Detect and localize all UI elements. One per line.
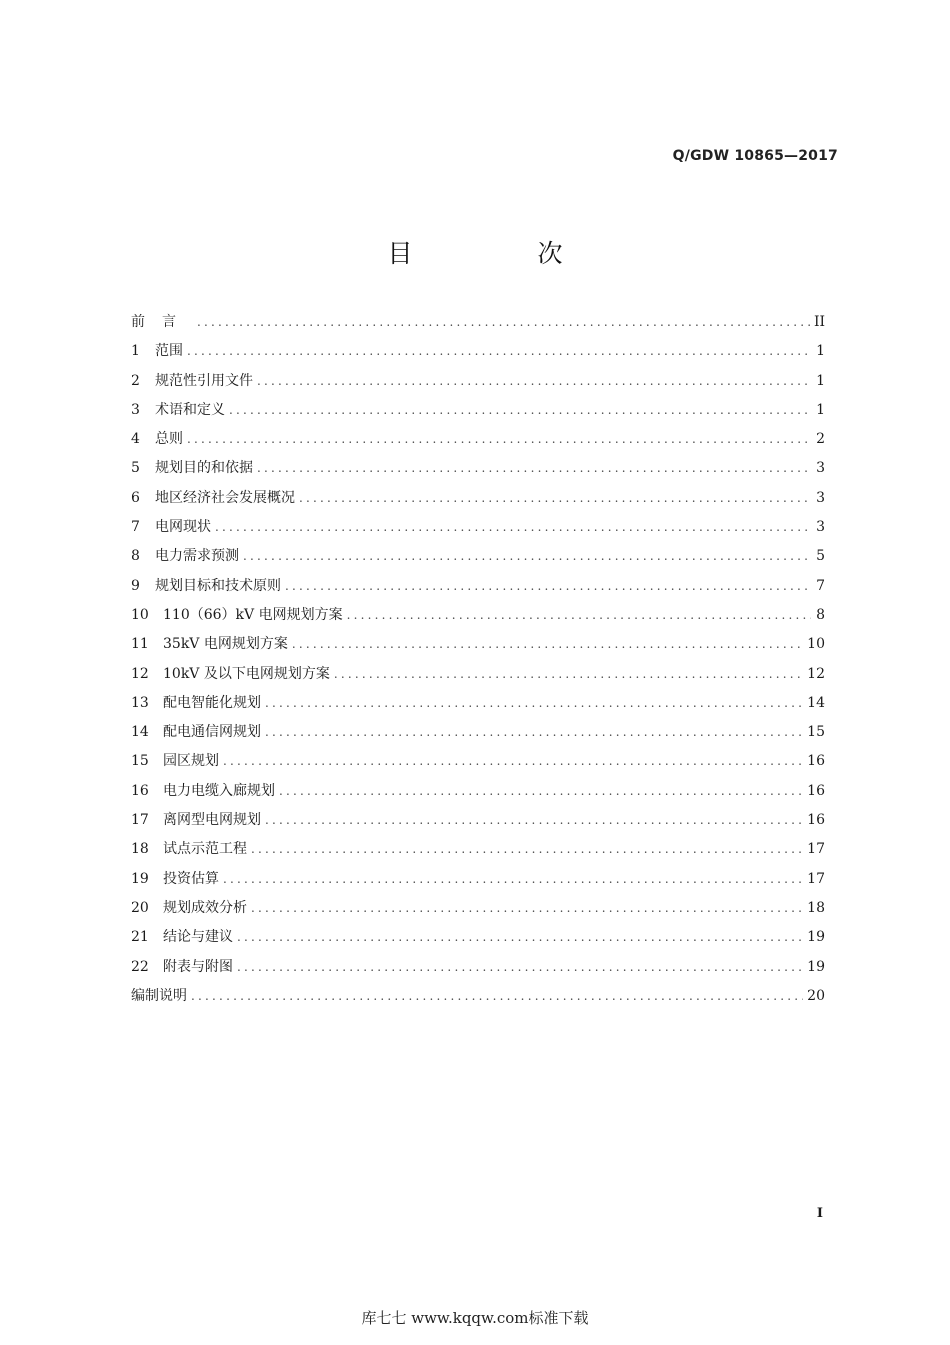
- toc-entry-number: 19: [131, 870, 149, 887]
- toc-entry-page: 10: [807, 636, 825, 653]
- toc-entry-label: 110（66）kV 电网规划方案: [163, 606, 343, 623]
- toc-dot-leader: [334, 660, 803, 689]
- toc-entry[interactable]: [131, 982, 825, 1011]
- toc-entry-label: 配电智能化规划: [163, 694, 261, 711]
- toc-entry-page: 7: [816, 577, 825, 594]
- toc-entry[interactable]: [131, 396, 825, 425]
- table-of-contents: [131, 308, 825, 1011]
- toc-entry[interactable]: [131, 865, 825, 894]
- toc-entry-label: 规划成效分析: [163, 899, 247, 916]
- toc-dot-leader: [243, 542, 811, 571]
- toc-entry[interactable]: [131, 953, 825, 982]
- toc-entry-number: 16: [131, 782, 149, 799]
- document-code: Q/GDW 10865—2017: [672, 148, 838, 164]
- toc-dot-leader: [215, 513, 811, 542]
- toc-dot-leader: [223, 865, 803, 894]
- toc-entry-number: 9: [131, 577, 140, 594]
- toc-entry-number: 21: [131, 929, 149, 946]
- toc-entry-number: 10: [131, 606, 149, 623]
- toc-entry-page: 19: [807, 958, 825, 975]
- page-title: 目 次: [387, 239, 613, 268]
- toc-entry-number: 17: [131, 812, 149, 829]
- toc-entry-number: 13: [131, 694, 149, 711]
- toc-entry[interactable]: [131, 660, 825, 689]
- toc-entry[interactable]: [131, 806, 825, 835]
- toc-entry-page: 12: [807, 665, 825, 682]
- toc-entry-page: 5: [816, 548, 825, 565]
- toc-entry-page: 1: [816, 343, 825, 360]
- toc-dot-leader: [279, 777, 803, 806]
- toc-dot-leader: [187, 337, 811, 366]
- toc-entry-label: 结论与建议: [163, 929, 233, 946]
- toc-entry-page: 14: [807, 694, 825, 711]
- toc-entry-label: 试点示范工程: [163, 841, 247, 858]
- toc-entry-page: 19: [807, 929, 825, 946]
- toc-entry-label: 范围: [155, 343, 183, 360]
- toc-entry-label: 术语和定义: [155, 401, 225, 418]
- toc-entry-label: 电力需求预测: [155, 548, 239, 565]
- toc-entry-page: 20: [807, 987, 825, 1004]
- toc-dot-leader: [237, 953, 803, 982]
- toc-entry[interactable]: [131, 601, 825, 630]
- footer-watermark: 库七七 www.kqqw.com标准下载: [361, 1309, 589, 1327]
- toc-entry[interactable]: [131, 718, 825, 747]
- toc-entry-number: 22: [131, 958, 149, 975]
- toc-dot-leader: [257, 454, 811, 483]
- toc-entry-page: 18: [807, 899, 825, 916]
- toc-entry[interactable]: [131, 513, 825, 542]
- toc-entry-page: 8: [816, 606, 825, 623]
- toc-entry[interactable]: [131, 484, 825, 513]
- toc-entry[interactable]: [131, 454, 825, 483]
- toc-entry-number: 6: [131, 489, 140, 506]
- toc-entry-number: 5: [131, 460, 140, 477]
- toc-entry[interactable]: [131, 777, 825, 806]
- toc-dot-leader: [251, 835, 803, 864]
- toc-entry-label: 总则: [155, 431, 183, 448]
- toc-entry-label: 投资估算: [163, 870, 219, 887]
- toc-dot-leader: [265, 806, 803, 835]
- toc-entry-number: 1: [131, 343, 140, 360]
- toc-entry[interactable]: [131, 337, 825, 366]
- toc-dot-leader: [197, 308, 810, 337]
- toc-dot-leader: [347, 601, 811, 630]
- toc-entry[interactable]: [131, 572, 825, 601]
- toc-entry-page: 16: [807, 782, 825, 799]
- toc-entry[interactable]: [131, 308, 825, 337]
- toc-entry-label: 规范性引用文件: [155, 372, 253, 389]
- toc-entry-page: 16: [807, 753, 825, 770]
- toc-dot-leader: [285, 572, 811, 601]
- toc-entry-number: 4: [131, 431, 140, 448]
- toc-entry-number: 15: [131, 753, 149, 770]
- toc-entry-page: 3: [816, 519, 825, 536]
- toc-entry[interactable]: [131, 689, 825, 718]
- toc-dot-leader: [229, 396, 811, 425]
- toc-entry-page: 1: [816, 401, 825, 418]
- page-number: I: [816, 1206, 823, 1221]
- toc-entry-page: 15: [807, 724, 825, 741]
- toc-entry[interactable]: [131, 542, 825, 571]
- toc-dot-leader: [251, 894, 803, 923]
- toc-entry-label: 电力电缆入廊规划: [163, 782, 275, 799]
- toc-dot-leader: [187, 425, 811, 454]
- toc-dot-leader: [237, 923, 803, 952]
- toc-entry-page: 2: [816, 431, 825, 448]
- toc-entry-label: 规划目的和依据: [155, 460, 253, 477]
- toc-entry-number: 12: [131, 665, 149, 682]
- toc-entry-label: 配电通信网规划: [163, 724, 261, 741]
- toc-entry[interactable]: [131, 630, 825, 659]
- toc-entry[interactable]: [131, 425, 825, 454]
- toc-entry-number: 3: [131, 401, 140, 418]
- toc-entry-page: II: [813, 314, 825, 330]
- toc-entry-page: 3: [816, 460, 825, 477]
- toc-entry[interactable]: [131, 923, 825, 952]
- toc-dot-leader: [257, 367, 811, 396]
- toc-entry-label: 地区经济社会发展概况: [155, 489, 295, 506]
- toc-dot-leader: [265, 689, 803, 718]
- toc-entry-number: 2: [131, 372, 140, 389]
- toc-dot-leader: [265, 718, 803, 747]
- toc-entry-label: 规划目标和技术原则: [155, 577, 281, 594]
- toc-entry-label: 前言: [131, 314, 193, 330]
- toc-entry-label: 离网型电网规划: [163, 812, 261, 829]
- toc-entry-number: 7: [131, 519, 140, 536]
- toc-dot-leader: [292, 630, 803, 659]
- toc-dot-leader: [223, 747, 803, 776]
- toc-entry[interactable]: [131, 367, 825, 396]
- toc-entry-label: 园区规划: [163, 753, 219, 770]
- toc-entry-page: 17: [807, 870, 825, 887]
- toc-entry-number: 14: [131, 724, 149, 741]
- toc-entry-label: 10kV 及以下电网规划方案: [163, 665, 330, 682]
- toc-entry[interactable]: [131, 894, 825, 923]
- toc-entry[interactable]: [131, 835, 825, 864]
- toc-entry-number: 8: [131, 548, 140, 565]
- toc-entry[interactable]: [131, 747, 825, 776]
- toc-entry-page: 3: [816, 489, 825, 506]
- toc-entry-label: 电网现状: [155, 519, 211, 536]
- toc-dot-leader: [299, 484, 811, 513]
- toc-entry-page: 1: [816, 372, 825, 389]
- toc-entry-label: 编制说明: [131, 987, 187, 1004]
- toc-entry-page: 17: [807, 841, 825, 858]
- toc-entry-label: 35kV 电网规划方案: [163, 636, 288, 653]
- toc-entry-label: 附表与附图: [163, 958, 233, 975]
- toc-entry-number: 11: [131, 636, 149, 653]
- toc-dot-leader: [191, 982, 803, 1011]
- toc-entry-number: 20: [131, 899, 149, 916]
- toc-entry-page: 16: [807, 812, 825, 829]
- toc-entry-number: 18: [131, 841, 149, 858]
